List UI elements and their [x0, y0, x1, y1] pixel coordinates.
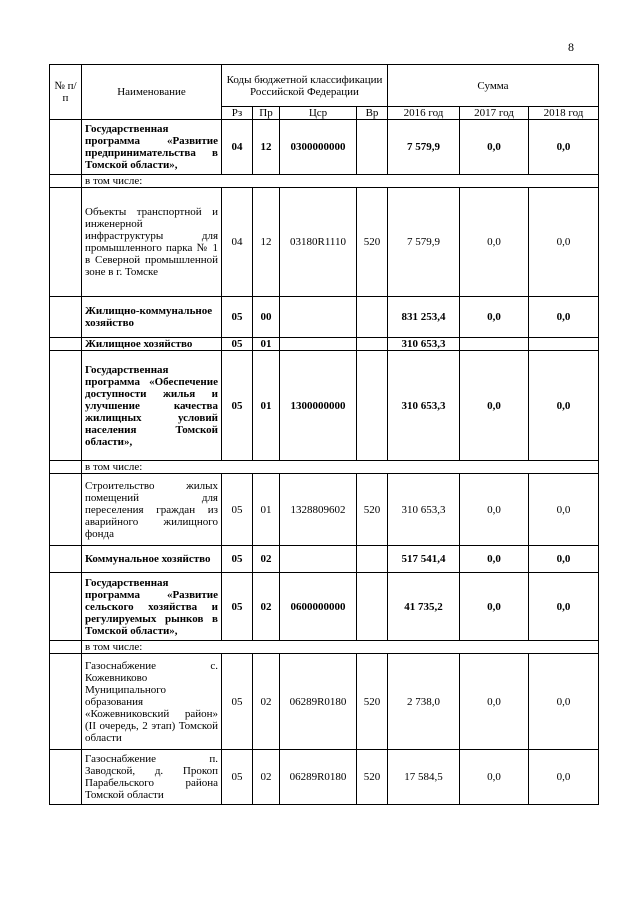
cell-name: Газоснабжение с. Кожевниково Муниципального образования «Кожевниковский район» (II очередь, 2 этап) Томской области	[82, 654, 222, 750]
cell-y2016: 310 653,3	[388, 351, 460, 461]
cell-num	[50, 297, 82, 338]
cell-pr: 00	[253, 297, 280, 338]
header-codes-group: Коды бюджетной классификации Российской Федерации	[222, 65, 388, 107]
table-row	[50, 120, 599, 175]
cell-y2017: 0,0	[460, 573, 529, 641]
cell-y2016: 7 579,9	[388, 120, 460, 175]
table-row	[50, 188, 599, 297]
table-row	[50, 546, 599, 573]
cell-y2018: 0,0	[529, 546, 599, 573]
cell-num	[50, 188, 82, 297]
cell-y2017: 0,0	[460, 120, 529, 175]
cell-y2018: 0,0	[529, 120, 599, 175]
cell-y2016: 517 541,4	[388, 546, 460, 573]
cell-pr: 12	[253, 188, 280, 297]
cell-pr: 02	[253, 573, 280, 641]
cell-csr: 03180R1110	[280, 188, 357, 297]
header-2018: 2018 год	[529, 107, 599, 120]
note-row	[50, 461, 599, 474]
cell-num	[50, 474, 82, 546]
cell-num	[50, 546, 82, 573]
cell-name: Объекты транспортной и инженерной инфраструктуры для промышленного парка № 1 в Северной промышленной зоне в г. Томске	[82, 188, 222, 297]
cell-y2018: 0,0	[529, 573, 599, 641]
cell-num	[50, 654, 82, 750]
cell-name: Жилищное хозяйство	[82, 338, 222, 351]
cell-y2017: 0,0	[460, 750, 529, 805]
cell-rz: 05	[222, 474, 253, 546]
cell-vr	[357, 573, 388, 641]
cell-num	[50, 175, 82, 188]
cell-csr: 06289R0180	[280, 654, 357, 750]
cell-rz: 05	[222, 750, 253, 805]
header-2017: 2017 год	[460, 107, 529, 120]
cell-pr: 01	[253, 338, 280, 351]
cell-vr: 520	[357, 750, 388, 805]
table-row	[50, 338, 599, 351]
note-text: в том числе:	[82, 175, 599, 188]
cell-y2018: 0,0	[529, 297, 599, 338]
cell-name: Коммунальное хозяйство	[82, 546, 222, 573]
cell-y2016: 2 738,0	[388, 654, 460, 750]
note-row	[50, 641, 599, 654]
cell-pr: 12	[253, 120, 280, 175]
cell-vr: 520	[357, 188, 388, 297]
cell-pr: 01	[253, 351, 280, 461]
cell-name: Государственная программа «Обеспечение доступности жилья и улучшение качества жилищных условий населения Томской области»,	[82, 351, 222, 461]
cell-name: Государственная программа «Развитие сельского хозяйства и регулируемых рынков в Томской области»,	[82, 573, 222, 641]
note-text: в том числе:	[82, 461, 599, 474]
cell-csr	[280, 546, 357, 573]
cell-y2017: 0,0	[460, 188, 529, 297]
cell-vr	[357, 338, 388, 351]
table-row	[50, 750, 599, 805]
cell-y2018: 0,0	[529, 188, 599, 297]
cell-name: Строительство жилых помещений для переселения граждан из аварийного жилищного фонда	[82, 474, 222, 546]
cell-csr: 0300000000	[280, 120, 357, 175]
cell-pr: 01	[253, 474, 280, 546]
cell-y2018: 0,0	[529, 474, 599, 546]
header-num: № п/п	[50, 65, 82, 120]
cell-csr: 0600000000	[280, 573, 357, 641]
cell-vr	[357, 297, 388, 338]
cell-y2017: 0,0	[460, 351, 529, 461]
cell-rz: 04	[222, 120, 253, 175]
cell-num	[50, 750, 82, 805]
cell-y2017: 0,0	[460, 546, 529, 573]
cell-rz: 05	[222, 297, 253, 338]
cell-csr: 06289R0180	[280, 750, 357, 805]
cell-name: Жилищно-коммунальное хозяйство	[82, 297, 222, 338]
note-row	[50, 175, 599, 188]
cell-csr	[280, 297, 357, 338]
note-text: в том числе:	[82, 641, 599, 654]
cell-y2016: 831 253,4	[388, 297, 460, 338]
cell-num	[50, 120, 82, 175]
table-row	[50, 351, 599, 461]
cell-y2016: 310 653,3	[388, 338, 460, 351]
cell-pr: 02	[253, 546, 280, 573]
cell-csr: 1300000000	[280, 351, 357, 461]
cell-vr	[357, 351, 388, 461]
table-row	[50, 474, 599, 546]
header-vr: Вр	[357, 107, 388, 120]
header-pr: Пр	[253, 107, 280, 120]
cell-vr: 520	[357, 654, 388, 750]
cell-y2017	[460, 338, 529, 351]
header-csr: Цср	[280, 107, 357, 120]
cell-num	[50, 351, 82, 461]
cell-rz: 05	[222, 338, 253, 351]
cell-rz: 05	[222, 654, 253, 750]
cell-y2016: 17 584,5	[388, 750, 460, 805]
cell-name: Газоснабжение п. Заводской, д. Прокоп Парабельского района Томской области	[82, 750, 222, 805]
cell-vr	[357, 120, 388, 175]
header-name: Наименование	[82, 65, 222, 120]
cell-y2016: 310 653,3	[388, 474, 460, 546]
header-2016: 2016 год	[388, 107, 460, 120]
header-rz: Рз	[222, 107, 253, 120]
cell-y2018: 0,0	[529, 750, 599, 805]
budget-table	[49, 64, 599, 805]
cell-y2017: 0,0	[460, 474, 529, 546]
cell-y2018	[529, 338, 599, 351]
header-row-top	[50, 65, 599, 107]
cell-num	[50, 573, 82, 641]
header-sum-group: Сумма	[388, 65, 599, 107]
cell-vr: 520	[357, 474, 388, 546]
cell-pr: 02	[253, 750, 280, 805]
cell-num	[50, 338, 82, 351]
cell-rz: 05	[222, 546, 253, 573]
cell-csr	[280, 338, 357, 351]
cell-rz: 05	[222, 573, 253, 641]
cell-rz: 05	[222, 351, 253, 461]
cell-y2018: 0,0	[529, 351, 599, 461]
page-number: 8	[568, 40, 574, 54]
cell-csr: 1328809602	[280, 474, 357, 546]
cell-vr	[357, 546, 388, 573]
table-row	[50, 573, 599, 641]
table-row	[50, 297, 599, 338]
cell-y2016: 41 735,2	[388, 573, 460, 641]
cell-num	[50, 641, 82, 654]
cell-name: Государственная программа «Развитие предпринимательства в Томской области»,	[82, 120, 222, 175]
cell-y2018: 0,0	[529, 654, 599, 750]
cell-num	[50, 461, 82, 474]
cell-pr: 02	[253, 654, 280, 750]
cell-y2017: 0,0	[460, 297, 529, 338]
cell-rz: 04	[222, 188, 253, 297]
cell-y2017: 0,0	[460, 654, 529, 750]
table-row	[50, 654, 599, 750]
cell-y2016: 7 579,9	[388, 188, 460, 297]
